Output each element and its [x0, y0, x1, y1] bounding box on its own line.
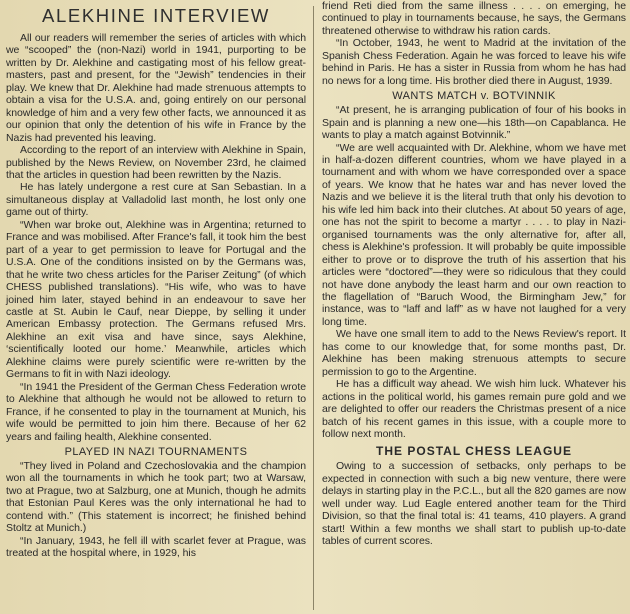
- article-paragraph: He has lately undergone a rest cure at San Sebastian. In a simultaneous display at Valladolid last month, he lost only one game out of thirty.: [6, 181, 306, 219]
- article-paragraph: “We are well acquainted with Dr. Alekhine, whom we have met in half-a-dozen different countries, whom we have played in a tournament and with whom we have corresponded over a space of years. We know that he hates war and has never loved the Nazis and we believe it is the literal truth that only his devotion to his wife led him back into their clutches. At about 50 years of age, one has not the spirit to become a martyr . . . . to play in Nazi-organised tournaments was the only alternative for, after all, chess is Alekhine's profession. It will probably be quite impossible either to prove or to disprove the truth of his assertion that his articles were “doctored”—they were so ridiculous that they could not have done anybody the least harm and our own reaction to the flagellation of “Baruch Wood, the Birmingham Jew,” for instance, was to “laff and laff” as w have not laughed for a very long time.: [322, 141, 626, 328]
- left-column: [6, 0, 306, 614]
- column-divider: [313, 6, 314, 610]
- article-paragraph: “They lived in Poland and Czechoslovakia and the champion won all the tournaments in which he took part; two at Warsaw, two at Prague, two at Salzburg, one at Munich, though he admits that Estonian Paul Keres was the only international he had to contend with.” (This statement is incorrect; he finished behind Stoltz at Munich.): [6, 459, 306, 535]
- article-paragraph: “When war broke out, Alekhine was in Argentina; returned to France and was mobilised. After France's fall, it took him the best part of a year to get permission to leave for Portugal and the U.S.A. One of the conditions insisted on by the Germans was, that he write two chess articles for the Pariser Zeitung” (of which CHESS published translations). “His wife, who was to have joined him later, stayed behind in an endeavour to save her castle at St. Aubin le Cauf, near Dieppe, by selling it under American Embassy protection. The Germans refused Mrs. Alekhine an exit visa and have since, says Alekhine, ‘scientifically looted our home.’ Meanwhile, articles which Alekhine claims were purely scientific were re-written by the Germans to fit in with Nazi ideology.: [6, 218, 306, 381]
- article-title: ALEKHINE INTERVIEW: [42, 5, 270, 26]
- article-paragraph: All our readers will remember the series of articles with which we “scooped” the (non-Nazi) world in 1941, purporting to be written by Dr. Alekhine and castigating most of his fellow great-masters, past and present, for the “Jewish” tendencies in their play. We knew that Dr. Alekhine had made strenuous attempts to obtain a visa for the U.S.A. and, going entirely on our personal knowledge of him and a very few other facts, we announced it as our opinion that only the detention of his wife in France by the Nazis had prevented his leaving.: [6, 32, 306, 144]
- league-title: THE POSTAL CHESS LEAGUE: [376, 444, 572, 459]
- article-paragraph: “In October, 1943, he went to Madrid at the invitation of the Spanish Chess Federation. Again he was forced to leave his wife behind in Paris. He has a sister in Russia from whom he has had no news for a long time. His brother died there in August, 1939.: [322, 37, 626, 87]
- article-paragraph: friend Reti died from the same illness . . . . on emerging, he continued to play in tournaments because, he says, the Germans threatened otherwise to withdraw his ration cards.: [322, 0, 626, 37]
- subheading-botvinnik: WANTS MATCH v. BOTVINNIK: [392, 90, 556, 103]
- article-paragraph: “In 1941 the President of the German Chess Federation wrote to Alekhine that although he would not be allowed to return to France, if he consented to play in the tournament at Munich, his wife would be permitted to join him there. Because of her 62 years and failing health, Alekhine consented.: [6, 380, 306, 443]
- league-paragraph: Owing to a succession of setbacks, only perhaps to be expected in connection with such a big new venture, there were delays in starting play in the P.C.L., but all the 820 games are now well under way. Lud Eagle entered another team for the Third Division, so that the final total is: 41 teams, 410 players. A grand start! Within a few months we shall start to publish up-to-date tables of current scores.: [322, 460, 626, 548]
- article-paragraph: According to the report of an interview with Alekhine in Spain, published by the News Review, on November 23rd, he claimed that the articles in question had been rewritten by the Nazis.: [6, 144, 306, 181]
- article-paragraph: “In January, 1943, he fell ill with scarlet fever at Prague, was treated at the hospital where, in 1929, his: [6, 534, 306, 560]
- subheading-nazi-tournaments: PLAYED IN NAZI TOURNAMENTS: [64, 445, 248, 458]
- article-paragraph: We have one small item to add to the News Review's report. It has come to our knowledge that, for some months past, Dr. Alekhine has been making strenuous attempts to secure permission to go to the Argentine.: [322, 328, 626, 378]
- article-paragraph: “At present, he is arranging publication of four of his books in Spain and is planning a new one—his 18th—on Capablanca. He wants to play a match against Botvinnik.”: [322, 104, 626, 142]
- article-paragraph: He has a difficult way ahead. We wish him luck. Whatever his actions in the political world, his games remain pure gold and we are delighted to offer our readers the Christmas present of a nice batch of his recent games in this issue, with a couple more to follow next month.: [322, 378, 626, 440]
- right-column: [322, 0, 626, 614]
